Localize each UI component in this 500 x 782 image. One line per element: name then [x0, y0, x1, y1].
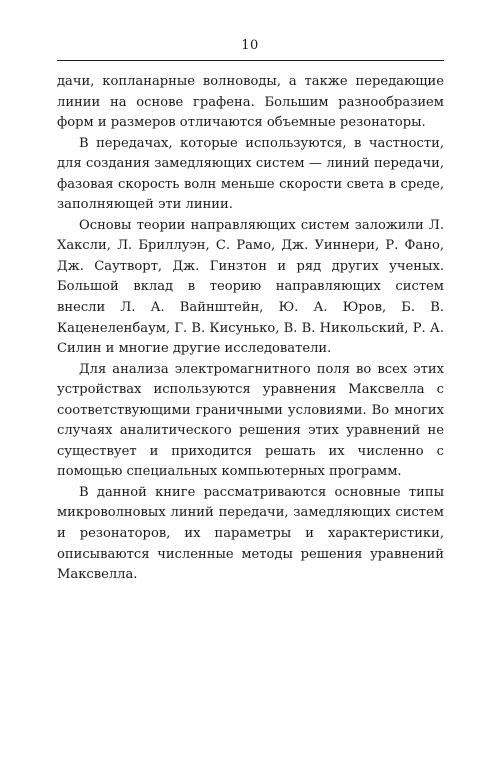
- page-number: 10: [241, 38, 259, 53]
- paragraph-4: Для анализа электромагнитного поля во всех этих устройствах используются уравнения Максвелла с соответствующими граничными условиями. Во многих случаях аналитического решения этих уравнений не существует и приходится решать их численно с помощью специальных компьютерных программ.: [57, 361, 444, 480]
- paragraph-5: В данной книге рассматриваются основные типы микроволновых линий передачи, замедляющих систем и резонаторов, их параметры и характеристики, описываются численные методы решения уравнений Максвелла.: [57, 484, 444, 583]
- header-rule: [57, 60, 444, 61]
- body-text: [57, 72, 444, 586]
- paragraph-1: дачи, копланарные волноводы, а также передающие линии на основе графена. Большим разнообразием форм и размеров отличаются объемные резонаторы.: [57, 74, 444, 131]
- paragraph-3: Основы теории направляющих систем заложили Л. Хаксли, Л. Бриллуэн, С. Рамо, Дж. Уиннери, Р. Фано, Дж. Саутворт, Дж. Гинзтон и ряд других ученых. Большой вклад в теорию направляющих систем внесли Л. А. Вайнштейн, Ю. А. Юров, Б. В. Каценеленбаум, Г. В. Кисунько, В. В. Никольский, Р. А. Силин и многие другие исследователи.: [57, 217, 444, 357]
- paragraph-2: В передачах, которые используются, в частности, для создания замедляющих систем — линий передачи, фазовая скорость волн меньше скорости света в среде, заполняющей эти линии.: [57, 135, 444, 213]
